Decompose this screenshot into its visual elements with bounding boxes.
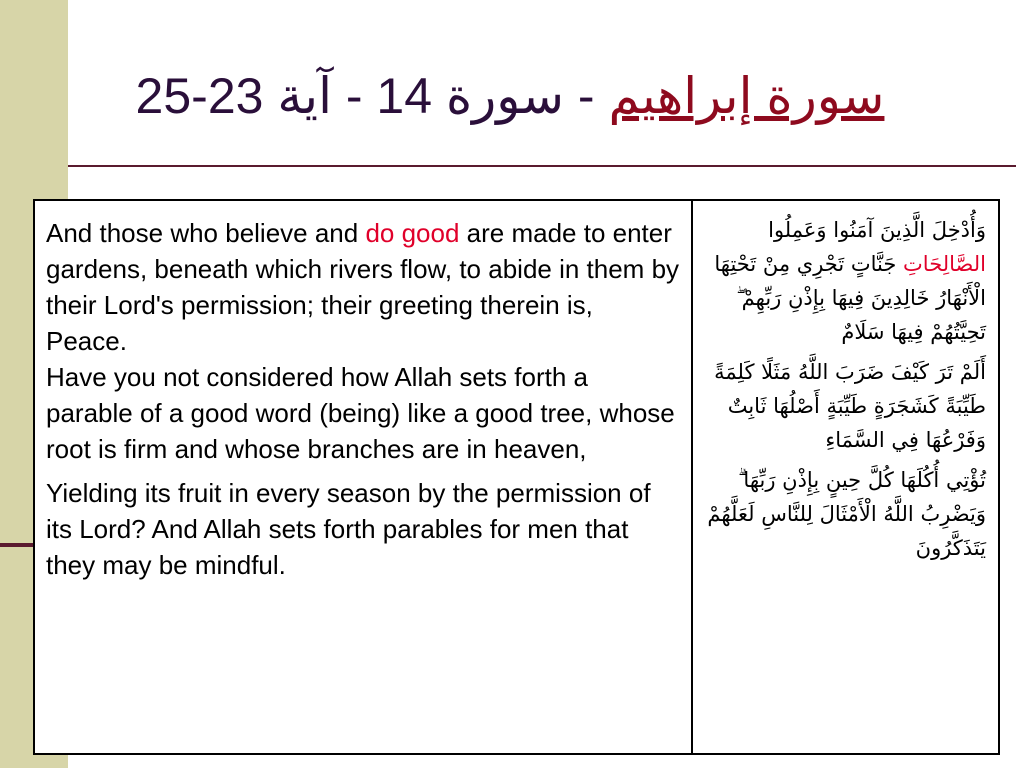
title-separator: - (564, 68, 609, 124)
highlighted-arabic-phrase: الصَّالِحَاتِ (903, 252, 986, 276)
arabic-verse-25: تُؤْتِي أُكُلَهَا كُلَّ حِينٍ بِإِذْنِ رَبِّهَا ۗ وَيَضْرِبُ اللَّهُ الْأَمْثَالَ لِلنَّاسِ لَعَلَّهُمْ يَتَذَكَّرُونَ (707, 468, 986, 560)
arabic-verse-23 (701, 213, 986, 349)
slide-title (80, 56, 940, 136)
english-text: are made to enter gardens, beneath which rivers flow, to abide in them by their Lord's permission; their greeting therein is, Peace. (46, 218, 680, 356)
verse-table (33, 199, 1000, 755)
ayah-label: آية (277, 68, 332, 124)
arabic-text: وَأُدْخِلَ الَّذِينَ آمَنُوا وَعَمِلُوا (768, 218, 986, 242)
english-translation-cell (35, 201, 693, 753)
title-divider (68, 165, 1016, 167)
surah-label: سورة (445, 68, 565, 124)
english-verse-23 (46, 215, 681, 359)
surah-link[interactable]: سورة إبراهيم (608, 68, 885, 124)
title-separator: - (331, 68, 377, 124)
arabic-verse-24: أَلَمْ تَرَ كَيْفَ ضَرَبَ اللَّهُ مَثَلًا كَلِمَةً طَيِّبَةً كَشَجَرَةٍ طَيِّبَةٍ أَصْلُهَا ثَابِتٌ وَفَرْعُهَا فِي السَّمَاءِ (714, 360, 986, 452)
arabic-text-cell (693, 201, 998, 753)
surah-number: 14 (376, 68, 433, 124)
ayah-range: 23-25 (135, 68, 264, 124)
english-verse-25: Yielding its fruit in every season by the permission of its Lord? And Allah sets forth parables for men that they may be mindful. (46, 478, 651, 580)
arabic-text: جَنَّاتٍ تَجْرِي مِنْ تَحْتِهَا الْأَنْهَارُ خَالِدِينَ فِيهَا بِإِذْنِ رَبِّهِمْ ۖ تَحِيَّتُهُمْ فِيهَا سَلَامٌ (714, 252, 986, 344)
highlighted-phrase: do good (365, 218, 460, 248)
english-text: And those who believe and (46, 218, 366, 248)
english-verse-24: Have you not considered how Allah sets forth a parable of a good word (being) like a good tree, whose root is firm and whose branches are in heaven, (46, 362, 675, 464)
